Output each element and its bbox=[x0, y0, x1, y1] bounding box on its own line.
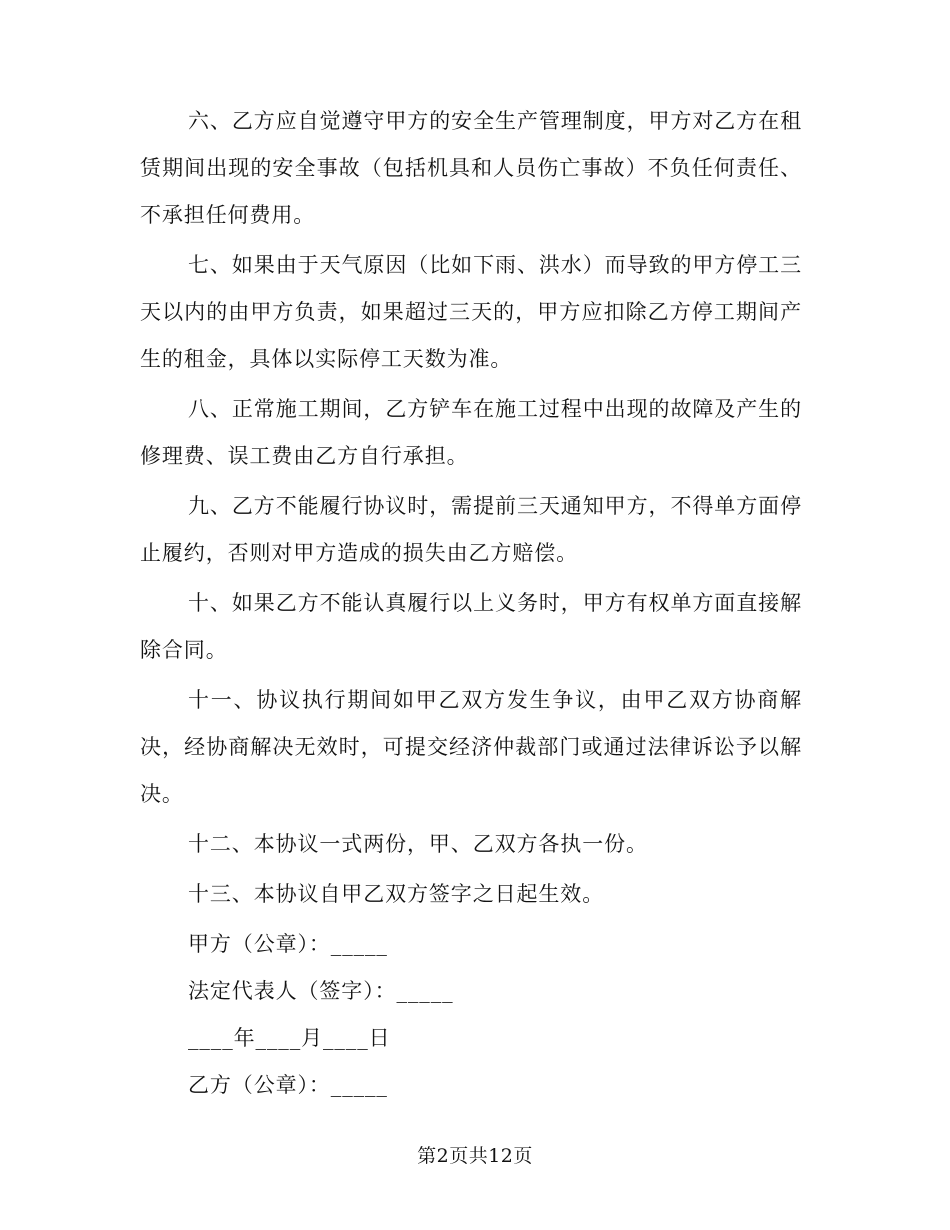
clause-8: 八、正常施工期间，乙方铲车在施工过程中出现的故障及产生的修理费、误工费由乙方自行承担。 bbox=[140, 397, 802, 468]
clause-12: 十二、本协议一式两份，甲、乙双方各执一份。 bbox=[188, 832, 648, 856]
clause-7: 七、如果由于天气原因（比如下雨、洪水）而导致的甲方停工三天以内的由甲方负责，如果超过三天的，甲方应扣除乙方停工期间产生的租金，具体以实际停工天数为准。 bbox=[140, 253, 802, 371]
clause-13: 十三、本协议自甲乙双方签字之日起生效。 bbox=[188, 882, 605, 906]
party-a-seal-line: 甲方（公章）：_____ bbox=[188, 932, 388, 956]
document-body bbox=[140, 98, 802, 1109]
signature-block bbox=[140, 921, 802, 1109]
legal-representative-signature-line: 法定代表人（签字）：_____ bbox=[188, 979, 454, 1003]
clause-9: 九、乙方不能履行协议时，需提前三天通知甲方，不得单方面停止履约，否则对甲方造成的损失由乙方赔偿。 bbox=[140, 494, 802, 565]
clause-11: 十一、协议执行期间如甲乙双方发生争议，由甲乙双方协商解决，经协商解决无效时，可提交经济仲裁部门或通过法律诉讼予以解决。 bbox=[140, 688, 802, 806]
clause-6: 六、乙方应自觉遵守甲方的安全生产管理制度，甲方对乙方在租赁期间出现的安全事故（包括机具和人员伤亡事故）不负任何责任、不承担任何费用。 bbox=[140, 109, 802, 227]
date-line: ____年____月____日 bbox=[188, 1026, 391, 1050]
page-number-footer: 第2页共12页 bbox=[417, 1145, 533, 1167]
party-b-seal-line: 乙方（公章）：_____ bbox=[188, 1073, 388, 1097]
clause-10: 十、如果乙方不能认真履行以上义务时，甲方有权单方面直接解除合同。 bbox=[140, 591, 802, 662]
